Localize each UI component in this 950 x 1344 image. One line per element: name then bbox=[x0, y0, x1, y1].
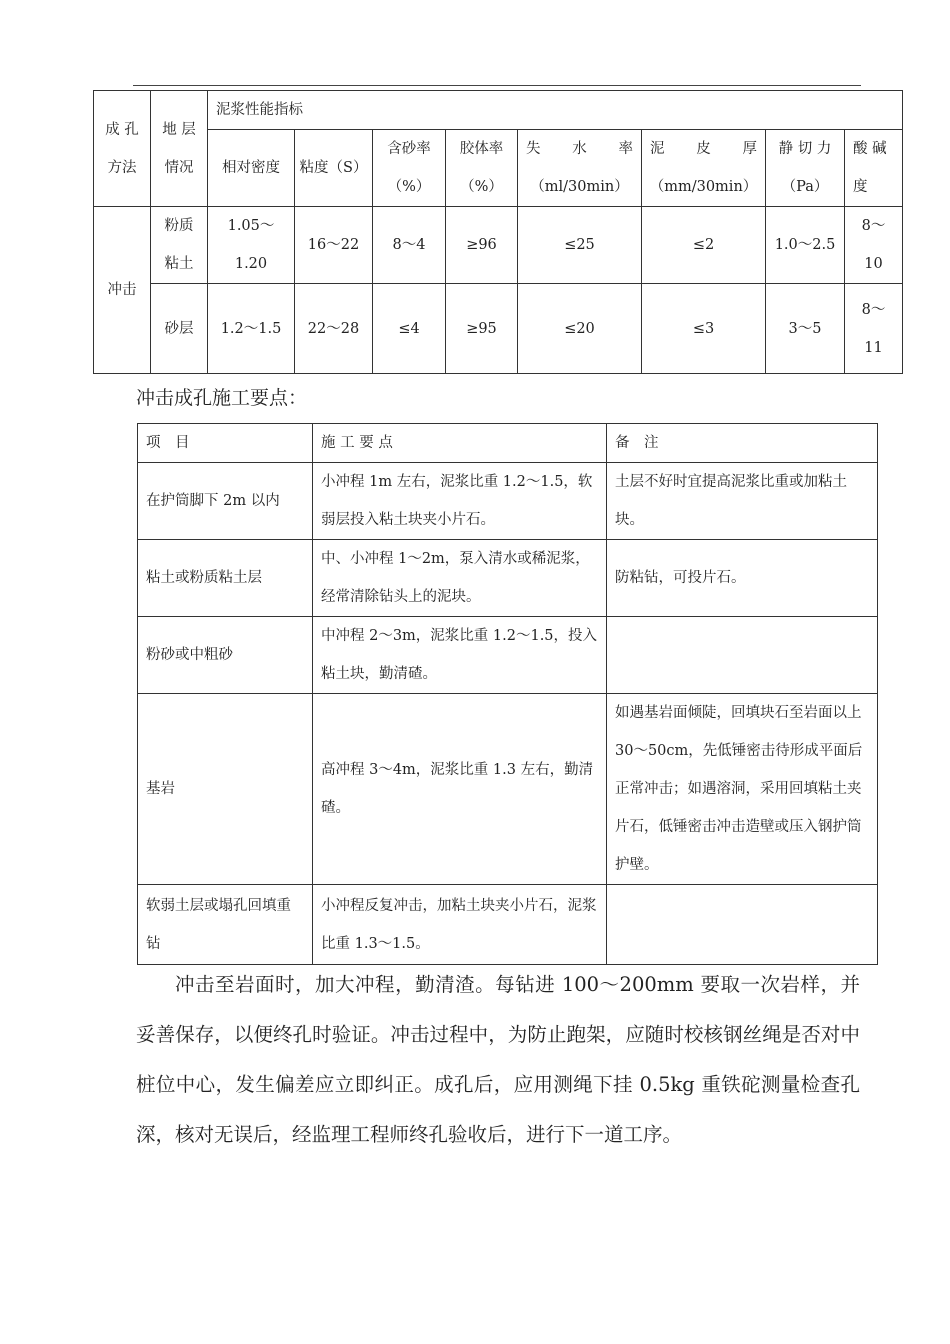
table-header-row bbox=[138, 424, 878, 463]
point-cell: 中冲程 2～3m，泥浆比重 1.2～1.5，投入粘土块，勤清碴。 bbox=[313, 617, 607, 694]
strata-cell: 砂层 bbox=[151, 284, 208, 374]
point-cell: 小冲程反复冲击，加粘土块夹小片石，泥浆比重 1.3～1.5。 bbox=[313, 885, 607, 965]
header-strata: 地 层 情况 bbox=[151, 91, 208, 207]
item-cell: 软弱土层或塌孔回填重钻 bbox=[138, 885, 313, 965]
viscosity-cell: 16～22 bbox=[295, 207, 373, 284]
method-cell: 冲击 bbox=[94, 207, 151, 374]
header-viscosity: 粘度（S） bbox=[295, 130, 373, 207]
header-item: 项 目 bbox=[138, 424, 313, 463]
construction-points-table bbox=[137, 423, 878, 965]
density-cell: 1.2～1.5 bbox=[208, 284, 295, 374]
header-note: 备 注 bbox=[607, 424, 878, 463]
water-loss-cell: ≤20 bbox=[518, 284, 642, 374]
mud-skin-cell: ≤2 bbox=[642, 207, 766, 284]
mud-skin-cell: ≤3 bbox=[642, 284, 766, 374]
ph-cell: 8～ 10 bbox=[845, 207, 903, 284]
table-row bbox=[138, 540, 878, 617]
water-loss-cell: ≤25 bbox=[518, 207, 642, 284]
header-shear: 静 切 力 （Pa） bbox=[766, 130, 845, 207]
header-method: 成 孔 方法 bbox=[94, 91, 151, 207]
shear-cell: 3～5 bbox=[766, 284, 845, 374]
note-cell: 土层不好时宜提高泥浆比重或加粘土块。 bbox=[607, 463, 878, 540]
body-paragraph: 冲击至岩面时，加大冲程，勤清渣。每钻进 100～200mm 要取一次岩样，并妥善保存，以便终孔时验证。冲击过程中，为防止跑架，应随时校核钢丝绳是否对中桩位中心，发生偏差应立即纠正。成孔后，应用测绳下挂 0.5kg 重铁砣测量检查孔深，核对无误后，经监理工程师终孔验收后，进行下一道工序。 bbox=[136, 973, 860, 1146]
sand-cell: 8～4 bbox=[373, 207, 446, 284]
sand-cell: ≤4 bbox=[373, 284, 446, 374]
item-cell: 粉砂或中粗砂 bbox=[138, 617, 313, 694]
point-cell: 高冲程 3～4m，泥浆比重 1.3 左右，勤清碴。 bbox=[313, 694, 607, 885]
table-row bbox=[94, 207, 903, 284]
header-water-loss: 失 水 率 （ml/30min） bbox=[518, 130, 642, 207]
header-rule bbox=[133, 85, 861, 86]
note-cell: 防粘钻，可投片石。 bbox=[607, 540, 878, 617]
table-row bbox=[138, 463, 878, 540]
point-cell: 中、小冲程 1～2m，泵入清水或稀泥浆，经常清除钻头上的泥块。 bbox=[313, 540, 607, 617]
table-row bbox=[138, 617, 878, 694]
header-density: 相对密度 bbox=[208, 130, 295, 207]
note-cell bbox=[607, 885, 878, 965]
colloid-cell: ≥95 bbox=[446, 284, 518, 374]
item-cell: 在护筒脚下 2m 以内 bbox=[138, 463, 313, 540]
header-mud-skin: 泥 皮 厚 （mm/30min） bbox=[642, 130, 766, 207]
item-cell: 粘土或粉质粘土层 bbox=[138, 540, 313, 617]
ph-cell: 8～ 11 bbox=[845, 284, 903, 374]
header-mud-index: 泥浆性能指标 bbox=[208, 91, 903, 130]
note-cell: 如遇基岩面倾陡，回填块石至岩面以上 30～50cm，先低锤密击待形成平面后正常冲击；如遇溶洞，采用回填粘土夹片石，低锤密击冲击造壁或压入钢护筒护壁。 bbox=[607, 694, 878, 885]
viscosity-cell: 22～28 bbox=[295, 284, 373, 374]
point-cell: 小冲程 1m 左右，泥浆比重 1.2～1.5，软弱层投入粘土块夹小片石。 bbox=[313, 463, 607, 540]
colloid-cell: ≥96 bbox=[446, 207, 518, 284]
strata-cell: 粉质 粘土 bbox=[151, 207, 208, 284]
table-row bbox=[138, 694, 878, 885]
table-row bbox=[138, 885, 878, 965]
table-row bbox=[94, 284, 903, 374]
note-cell bbox=[607, 617, 878, 694]
density-cell: 1.05～ 1.20 bbox=[208, 207, 295, 284]
header-colloid: 胶体率 （%） bbox=[446, 130, 518, 207]
mud-performance-table bbox=[93, 90, 903, 374]
shear-cell: 1.0～2.5 bbox=[766, 207, 845, 284]
section-heading: 冲击成孔施工要点： bbox=[136, 387, 308, 409]
header-point: 施 工 要 点 bbox=[313, 424, 607, 463]
header-ph: 酸 碱 度 bbox=[845, 130, 903, 207]
item-cell: 基岩 bbox=[138, 694, 313, 885]
header-sand: 含砂率 （%） bbox=[373, 130, 446, 207]
